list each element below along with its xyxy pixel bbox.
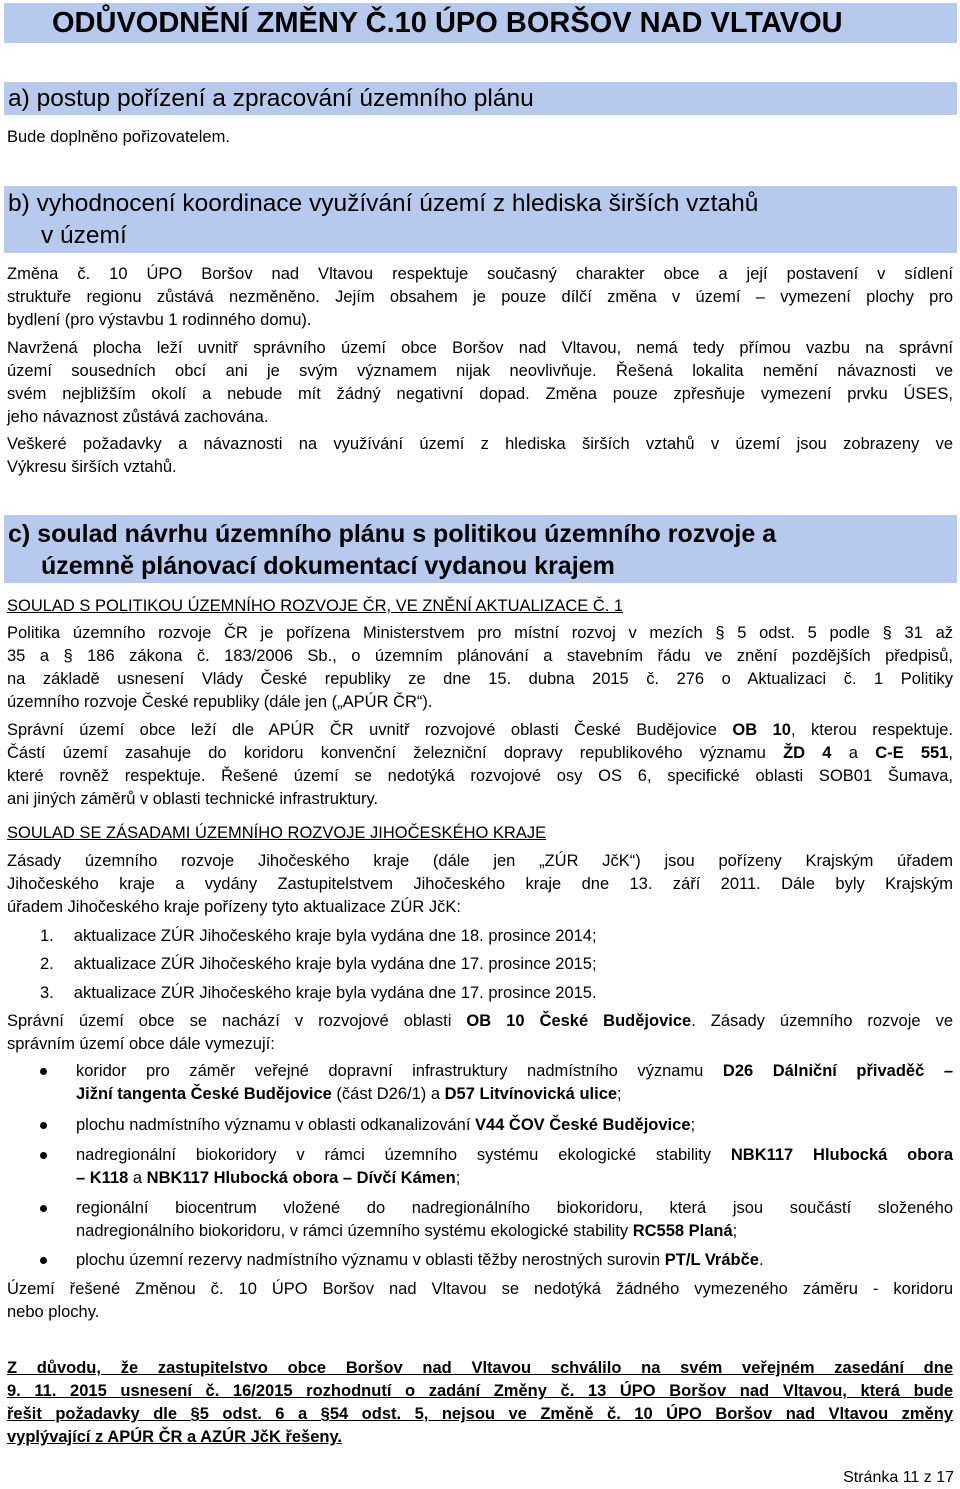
list-item: nadregionální biokoridory v rámci územního systému ekologické stability NBK117 Hlubocká obora – K118 a NBK117 Hlubocká obora – Dívčí Kámen; xyxy=(76,1146,953,1187)
list-item: 1. aktualizace ZÚR Jihočeského kraje byla vydána dne 18. prosince 2014; xyxy=(40,927,597,945)
list-item: plochu územní rezervy nadmístního významu v oblasti těžby nerostných surovin PT/L Vrábče. xyxy=(76,1251,764,1269)
section-b-paragraph-3: Veškeré požadavky a návaznosti na využívání území z hlediska širších vztahů v území jsou zobrazeny ve Výkresu širších vztahů. xyxy=(7,435,953,476)
bullet-icon xyxy=(40,1152,47,1159)
list-item: plochu nadmístního významu v oblasti odkanalizování V44 ČOV České Budějovice; xyxy=(76,1116,696,1134)
title-bar xyxy=(4,3,957,43)
list-item: regionální biocentrum vložené do nadregionálního biokoridoru, která jsou součástí složeného nadregionálního biokoridoru, v rámci územního systému ekologické stability RC558 Planá; xyxy=(76,1199,953,1240)
section-a-heading: a) postup pořízení a zpracování územního plánu xyxy=(4,82,957,115)
bullet-icon xyxy=(40,1205,47,1212)
subheading-pur: SOULAD S POLITIKOU ÚZEMNÍHO ROZVOJE ČR, VE ZNĚNÍ AKTUALIZACE Č. 1 xyxy=(7,597,624,615)
list-item: koridor pro záměr veřejné dopravní infrastruktury nadmístního významu D26 Dálniční přivaděč – Jižní tangenta České Budějovice (část D26/1) a D57 Litvínovická ulice; xyxy=(76,1062,953,1103)
conclusion-paragraph: Z důvodu, že zastupitelstvo obce Boršov nad Vltavou schválilo na svém veřejném zasedání dne 9. 11. 2015 usnesení č. 16/2015 rozhodnutí o zadání Změny č. 13 ÚPO Boršov nad Vltavou, která bude řešit požadavky dle §5 odst. 6 a §54 odst. 5, nejsou ve Změně č. 10 ÚPO Boršov nad Vltavou změny vyplývající z APÚR ČR a AZÚR JčK řešeny. xyxy=(7,1359,953,1446)
bullet-icon xyxy=(40,1122,47,1129)
closing-paragraph: Území řešené Změnou č. 10 ÚPO Boršov nad Vltavou se nedotýká žádného vymezeného záměru - koridoru nebo plochy. xyxy=(7,1280,953,1321)
bullet-icon xyxy=(40,1257,47,1264)
section-b-heading: b) vyhodnocení koordinace využívání území z hlediska širších vztahů v území xyxy=(4,186,957,253)
bullet-icon xyxy=(40,1068,47,1075)
section-c-heading: c) soulad návrhu územního plánu s politikou územního rozvoje a územně plánovací dokumentací vydanou krajem xyxy=(4,515,957,583)
subheading-zur: SOULAD SE ZÁSADAMI ÚZEMNÍHO ROZVOJE JIHOČESKÉHO KRAJE xyxy=(7,824,547,842)
ob10-paragraph: Správní území obce se nachází v rozvojové oblasti OB 10 České Budějovice. Zásady územního rozvoje ve správním území obce dále vymezují: xyxy=(7,1012,954,1053)
section-a-text: Bude doplněno pořizovatelem. xyxy=(7,128,230,146)
page-title: ODŮVODNĚNÍ ZMĚNY Č.10 ÚPO BORŠOV NAD VLTAVOU xyxy=(52,7,843,39)
ob-paragraph: Správní území obce leží dle APÚR ČR uvnitř rozvojové oblasti České Budějovice OB 10, kterou respektuje. Částí území zasahuje do koridoru konvenční železniční dopravy republikového významu ŽD 4 a C-E 551, které rovněž respektuje. Řešené území se nedotýká rozvojové osy OS 6, specifické oblasti SOB01 Šumava, ani jiných záměrů v oblasti technické infrastruktury. xyxy=(7,721,953,808)
pur-paragraph: Politika územního rozvoje ČR je pořízena Ministerstvem pro místní rozvoj v mezích § 5 odst. 5 podle § 31 až 35 a § 186 zákona č. 183/2006 Sb., o územním plánování a stavebním řádu ve znění pozdějších předpisů, na základě usnesení Vlády České republiky ze dne 15. dubna 2015 č. 276 o Aktualizaci č. 1 Politiky územního rozvoje České republiky (dále jen („APÚR ČR“). xyxy=(7,624,953,711)
section-b-paragraph-1: Změna č. 10 ÚPO Boršov nad Vltavou respektuje současný charakter obce a její postavení v sídlení struktuře regionu zůstává nezměněno. Jejím obsahem je pouze dílčí změna v území – vymezení plochy pro bydlení (pro výstavbu 1 rodinného domu). xyxy=(7,265,953,329)
page-number: Stránka 11 z 17 xyxy=(843,1469,954,1486)
zur-paragraph: Zásady územního rozvoje Jihočeského kraje (dále jen „ZÚR JčK“) jsou pořízeny Krajským úřadem Jihočeského kraje a vydány Zastupitelstvem Jihočeského kraje dne 13. září 2011. Dále byly Krajským úřadem Jihočeského kraje pořízeny tyto aktualizace ZÚR JčK: xyxy=(7,852,953,916)
list-item: 2. aktualizace ZÚR Jihočeského kraje byla vydána dne 17. prosince 2015; xyxy=(40,955,597,973)
section-b-paragraph-2: Navržená plocha leží uvnitř správního území obce Boršov nad Vltavou, nemá tedy přímou vazbu na správní území sousedních obcí ani je svým významem nijak neovlivňuje. Řešená lokalita nemění návaznosti ve svém nejbližším okolí a nebude mít žádný negativní dopad. Změna pouze zpřesňuje vymezení prvku ÚSES, jeho návaznost zůstává zachována. xyxy=(7,339,953,426)
list-item: 3. aktualizace ZÚR Jihočeského kraje byla vydána dne 17. prosince 2015. xyxy=(40,984,597,1002)
